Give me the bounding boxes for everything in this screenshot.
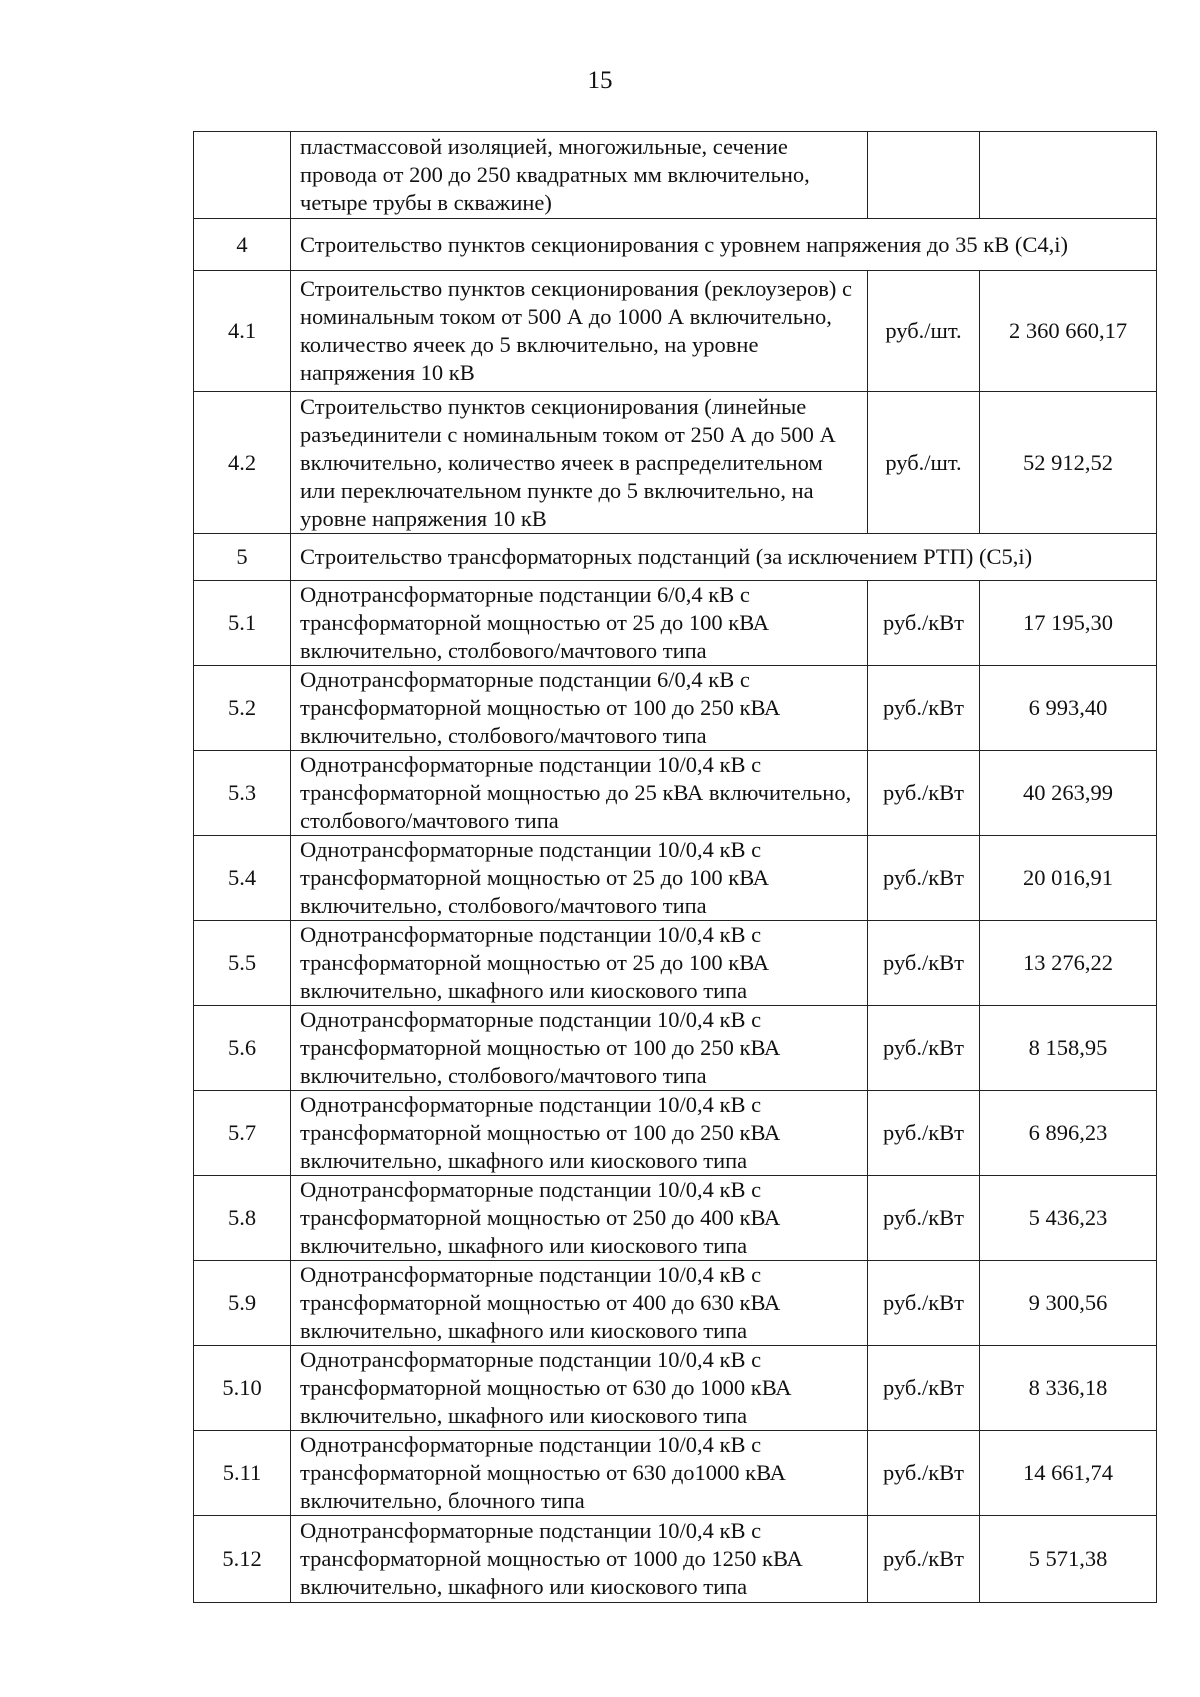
table-row: [194, 836, 1157, 921]
table-row: [194, 271, 1157, 392]
table-row: [194, 1261, 1157, 1346]
table-row: [194, 1516, 1157, 1603]
row-price: 8 336,18: [980, 1346, 1157, 1431]
row-number: [194, 132, 291, 219]
row-description: Однотрансформаторные подстанции 10/0,4 кВ с трансформаторной мощностью от 400 до 630 кВА включительно, шкафного или киоскового типа: [291, 1261, 868, 1346]
row-number: 5.2: [194, 666, 291, 751]
row-description: Однотрансформаторные подстанции 10/0,4 кВ с трансформаторной мощностью от 630 до1000 кВА включительно, блочного типа: [291, 1431, 868, 1516]
tariff-table: [193, 131, 1157, 1603]
section-header-row: [194, 219, 1157, 271]
section-header-row: [194, 534, 1157, 581]
table-row: [194, 1431, 1157, 1516]
table-row-continuation: [194, 132, 1157, 219]
row-number: 5.8: [194, 1176, 291, 1261]
row-price: 8 158,95: [980, 1006, 1157, 1091]
row-description: Однотрансформаторные подстанции 10/0,4 кВ с трансформаторной мощностью от 1000 до 1250 кВА включительно, шкафного или киоскового типа: [291, 1516, 868, 1603]
row-description: Строительство пунктов секционирования (реклоузеров) с номинальным током от 500 А до 1000 А включительно, количество ячеек до 5 включительно, на уровне напряжения 10 кВ: [291, 271, 868, 392]
row-description: Однотрансформаторные подстанции 10/0,4 кВ с трансформаторной мощностью от 100 до 250 кВА включительно, столбового/мачтового типа: [291, 1006, 868, 1091]
row-unit: руб./кВт: [868, 1346, 980, 1431]
row-unit: руб./кВт: [868, 1006, 980, 1091]
row-unit: руб./кВт: [868, 1176, 980, 1261]
row-price: 6 896,23: [980, 1091, 1157, 1176]
table-row: [194, 751, 1157, 836]
row-number: 5.12: [194, 1516, 291, 1603]
row-price: 20 016,91: [980, 836, 1157, 921]
table-row: [194, 1176, 1157, 1261]
row-price: 9 300,56: [980, 1261, 1157, 1346]
row-number: 5.10: [194, 1346, 291, 1431]
row-number: 4.2: [194, 392, 291, 534]
row-number: 5.5: [194, 921, 291, 1006]
row-unit: руб./кВт: [868, 836, 980, 921]
row-unit: руб./кВт: [868, 751, 980, 836]
row-unit: руб./шт.: [868, 392, 980, 534]
section-title: Строительство пунктов секционирования с уровнем напряжения до 35 кВ (С4,i): [291, 219, 1157, 271]
row-price: 14 661,74: [980, 1431, 1157, 1516]
row-unit: руб./кВт: [868, 581, 980, 666]
row-number: 5.3: [194, 751, 291, 836]
row-price: 52 912,52: [980, 392, 1157, 534]
row-unit: руб./кВт: [868, 1516, 980, 1603]
row-price: 5 571,38: [980, 1516, 1157, 1603]
row-unit: руб./кВт: [868, 921, 980, 1006]
row-description: Однотрансформаторные подстанции 10/0,4 кВ с трансформаторной мощностью от 250 до 400 кВА включительно, шкафного или киоскового типа: [291, 1176, 868, 1261]
row-number: 5.11: [194, 1431, 291, 1516]
row-number: 5.4: [194, 836, 291, 921]
row-description: Однотрансформаторные подстанции 10/0,4 кВ с трансформаторной мощностью от 25 до 100 кВА включительно, столбового/мачтового типа: [291, 836, 868, 921]
table-row: [194, 1006, 1157, 1091]
row-unit: руб./шт.: [868, 271, 980, 392]
row-price: 6 993,40: [980, 666, 1157, 751]
row-price: 17 195,30: [980, 581, 1157, 666]
row-description: Строительство пунктов секционирования (линейные разъединители с номинальным током от 250 А до 500 А включительно, количество ячеек в распределительном или переключательном пункте до 5 включительно, на уровне напряжения 10 кВ: [291, 392, 868, 534]
row-number: 5.1: [194, 581, 291, 666]
row-number: 4.1: [194, 271, 291, 392]
section-number: 4: [194, 219, 291, 271]
row-description: Однотрансформаторные подстанции 6/0,4 кВ с трансформаторной мощностью от 25 до 100 кВА включительно, столбового/мачтового типа: [291, 581, 868, 666]
table-row: [194, 666, 1157, 751]
row-unit: руб./кВт: [868, 1261, 980, 1346]
row-unit: руб./кВт: [868, 1091, 980, 1176]
page-number: 15: [587, 67, 613, 94]
row-description: Однотрансформаторные подстанции 10/0,4 кВ с трансформаторной мощностью от 630 до 1000 кВА включительно, шкафного или киоскового типа: [291, 1346, 868, 1431]
row-price: 2 360 660,17: [980, 271, 1157, 392]
table-row: [194, 1091, 1157, 1176]
table-row: [194, 392, 1157, 534]
row-number: 5.6: [194, 1006, 291, 1091]
row-description: Однотрансформаторные подстанции 10/0,4 кВ с трансформаторной мощностью от 100 до 250 кВА включительно, шкафного или киоскового типа: [291, 1091, 868, 1176]
row-unit: руб./кВт: [868, 666, 980, 751]
row-price: 13 276,22: [980, 921, 1157, 1006]
row-description: Однотрансформаторные подстанции 6/0,4 кВ с трансформаторной мощностью от 100 до 250 кВА включительно, столбового/мачтового типа: [291, 666, 868, 751]
table-row: [194, 581, 1157, 666]
row-description: пластмассовой изоляцией, многожильные, сечение провода от 200 до 250 квадратных мм включительно, четыре трубы в скважине): [291, 132, 868, 219]
row-price: 40 263,99: [980, 751, 1157, 836]
row-description: Однотрансформаторные подстанции 10/0,4 кВ с трансформаторной мощностью до 25 кВА включительно, столбового/мачтового типа: [291, 751, 868, 836]
section-number: 5: [194, 534, 291, 581]
table-row: [194, 1346, 1157, 1431]
row-unit: руб./кВт: [868, 1431, 980, 1516]
row-description: Однотрансформаторные подстанции 10/0,4 кВ с трансформаторной мощностью от 25 до 100 кВА включительно, шкафного или киоскового типа: [291, 921, 868, 1006]
section-title: Строительство трансформаторных подстанций (за исключением РТП) (С5,i): [291, 534, 1157, 581]
row-number: 5.9: [194, 1261, 291, 1346]
table-row: [194, 921, 1157, 1006]
row-price: 5 436,23: [980, 1176, 1157, 1261]
row-number: 5.7: [194, 1091, 291, 1176]
row-unit: [868, 132, 980, 219]
row-price: [980, 132, 1157, 219]
